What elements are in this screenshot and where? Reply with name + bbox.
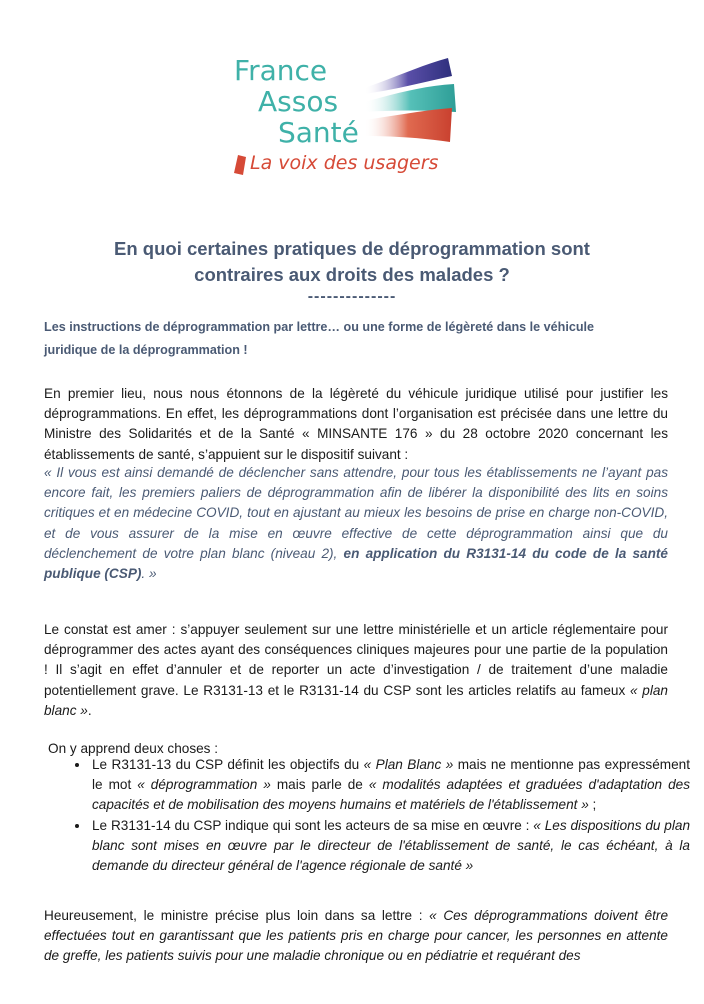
logo-line-sante: Santé [278, 116, 359, 149]
subtitle-line-2: juridique de la déprogrammation ! [44, 343, 248, 357]
title-separator: -------------- [307, 288, 397, 305]
section-subtitle [44, 316, 666, 362]
ministry-quote [44, 463, 668, 584]
p3-end: . [87, 702, 92, 718]
p3-italic: « plan blanc » [44, 682, 668, 718]
paragraph-heureusement [44, 906, 668, 967]
b1-text-1: Le R3131-13 du CSP définit les objectifs du [92, 757, 364, 772]
paragraph-constat [44, 620, 668, 721]
p5-text: Heureusement, le ministre précise plus loin dans sa lettre : [44, 908, 430, 923]
title-line-1: En quoi certaines pratiques de déprogrammation sont [114, 238, 590, 259]
b1-text-4: ; [588, 797, 597, 813]
france-assos-sante-logo [228, 56, 468, 186]
quote-end: . » [141, 566, 157, 582]
b1-italic-3: « modalités adaptées et graduées d'adaptation des capacités et de mobilisation des moyens humains et matériels de l'établissement » [92, 777, 691, 813]
paragraph-two-things: On y apprend deux choses : [48, 741, 219, 756]
logo-line-assos: Assos [258, 85, 339, 118]
list-item [90, 755, 690, 816]
b1-text-2: mais ne mentionne pas expressément le mot [92, 757, 690, 793]
quote-bold: en application du R3131-14 du code de la santé publique (CSP) [44, 545, 668, 582]
bullet-list [68, 755, 690, 876]
logo-ribbons-icon [364, 58, 460, 150]
b2-italic-1: « Les dispositions du plan blanc sont mises en œuvre par le directeur de l'établissement de santé, le cas échéant, à la demande du directeur général de l'agence régionale de santé » [92, 817, 690, 874]
quote-text: « Il vous est ainsi demandé de déclencher sans attendre, pour tous les établissements ne l’ayant pas encore fait, les premiers paliers de déprogrammation afin de libérer la disponibilité des lits en soins critiques et en médecine COVID, tout en ajustant au mieux les besoins de prise en charge non-COVID, et de vous assurer de la mise en œuvre effective de cette déprogrammation ainsi que du déclenchement de votre plan blanc (niveau 2), [44, 465, 668, 561]
b1-italic-1: « Plan Blanc » [363, 757, 454, 772]
tagline-mark-icon [234, 155, 246, 175]
b1-italic-2: « déprogrammation » [137, 777, 271, 793]
paragraph-intro: En premier lieu, nous nous étonnons de la légèreté du véhicule juridique utilisé pour justifier les déprogrammations. En effet, les déprogrammations dont l’organisation est précisée dans une lettre du Ministre des Solidarités et de la Santé « MINSANTE 176 » du 28 octobre 2020 concernant les établissements de santé, s’appuient sur le dispositif suivant : [44, 386, 668, 462]
b2-text-1: Le R3131-14 du CSP indique qui sont les acteurs de sa mise en œuvre : [92, 817, 534, 833]
list-item [90, 816, 690, 877]
logo-tagline: La voix des usagers [250, 152, 439, 174]
p5-italic: « Ces déprogrammations doivent être effectuées tout en garantissant que les patients pris en charge pour cancer, les personnes en attente de greffe, les patients suivis pour une maladie chronique ou en pédiatrie et requérant des [44, 908, 669, 964]
page-title [40, 236, 664, 288]
subtitle-line-1: Les instructions de déprogrammation par lettre… ou une forme de légèreté dans le véhicule [44, 320, 595, 334]
b1-text-3: mais parle de [270, 777, 369, 793]
title-line-2: contraires aux droits des malades ? [194, 264, 510, 285]
logo-line-france: France [234, 54, 328, 87]
p3-text: Le constat est amer : s’appuyer seulement sur une lettre ministérielle et un article réglementaire pour déprogrammer des actes ayant des conséquences cliniques majeures pour une partie de la population ! Il s’agit en effet d’annuler et de reporter un acte d’investigation / de traitement d’une maladie potentiellement grave. Le R3131-13 et le R3131-14 du CSP sont les articles relatifs au fameux [44, 622, 668, 698]
